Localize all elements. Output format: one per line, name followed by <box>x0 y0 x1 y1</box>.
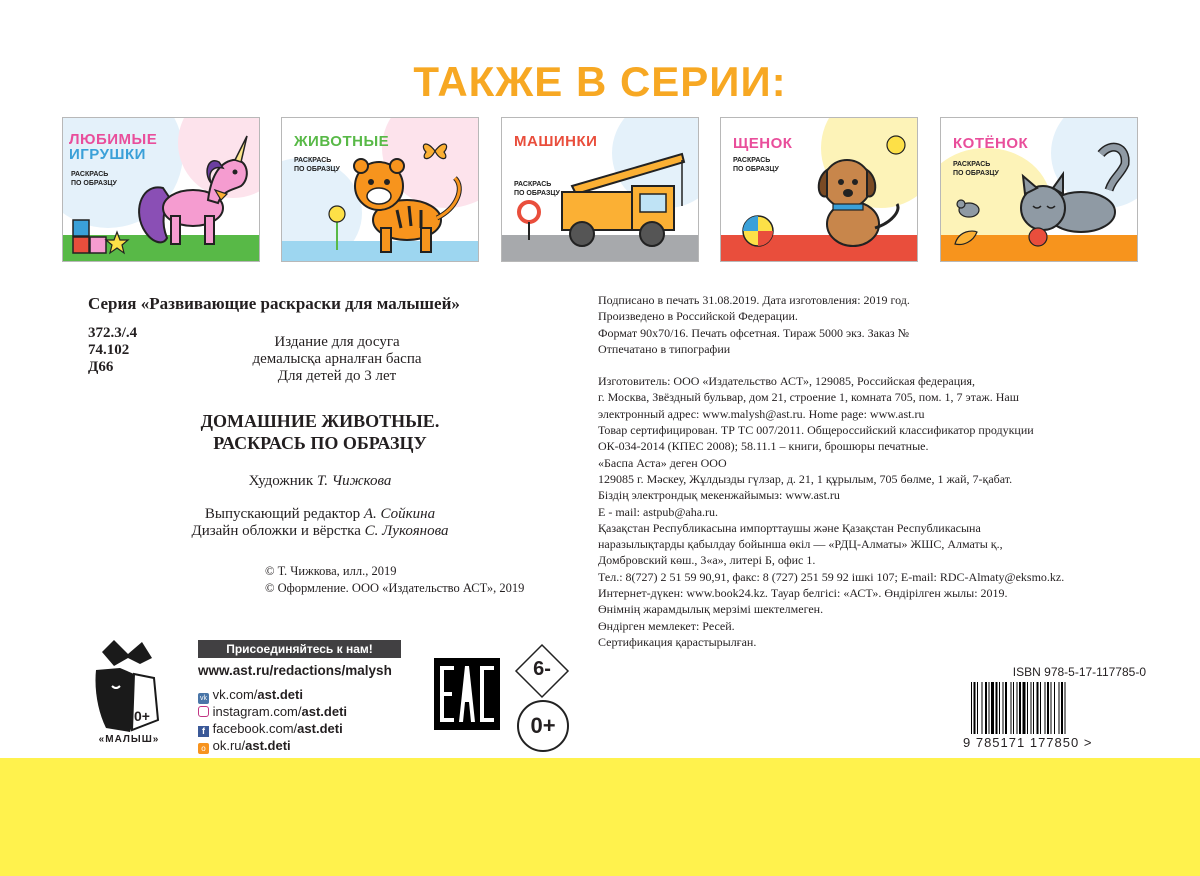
book-subtitle-line2: ПО ОБРАЗЦУ <box>733 166 779 173</box>
book-subtitle-line1: РАСКРАСЬ <box>733 157 771 164</box>
book-card-kitten <box>940 117 1138 262</box>
manufacturer-line: Интернет-дүкен: www.book24.kz. Тауар белгісі: «АСТ». Өндірілген жылы: 2019. <box>598 586 1008 601</box>
barcode-bar <box>1019 682 1021 734</box>
manufacturer-line: E - mail: astpub@aha.ru. <box>598 504 719 519</box>
book-card-toys <box>62 117 260 262</box>
publisher-age-mark: 0+ <box>134 708 150 724</box>
imprint-line: Отпечатано в типографии <box>598 341 731 356</box>
manufacturer-line: 129085 г. Мәскеу, Жұлдызды гүлзар, д. 21, 1 құрылым, 705 бөлме, 1 жай, 7-қабат. <box>598 471 1013 486</box>
design-label: Дизайн обложки и вёрстка <box>191 523 361 539</box>
barcode-bar <box>991 682 994 734</box>
barcode-bar <box>1005 682 1007 734</box>
manufacturer-line: Өнімнің жарамдылық мерзімі шектелмеген. <box>598 602 824 617</box>
library-code: Д66 <box>88 359 114 375</box>
age-mark-6 <box>514 643 570 699</box>
barcode-bar <box>1027 682 1028 734</box>
flower-icon <box>322 200 352 250</box>
social-link-instagram[interactable] <box>198 704 347 721</box>
series-name: Серия «Развивающие раскраски для малышей» <box>88 294 460 313</box>
book-subtitle-line1: РАСКРАСЬ <box>514 181 552 188</box>
barcode-bar <box>974 682 976 734</box>
copyright-line: © Т. Чижкова, илл., 2019 <box>265 564 397 578</box>
barcode-bar <box>982 682 983 734</box>
barcode-bar <box>1047 682 1049 734</box>
barcode-bar <box>1013 682 1014 734</box>
book-subtitle-line1: РАСКРАСЬ <box>71 171 109 178</box>
butterfly-icon <box>420 138 450 164</box>
book-subtitle-line1: РАСКРАСЬ <box>294 157 332 164</box>
manufacturer-line: Домбровский көш., 3«а», литері Б, офис 1. <box>598 553 816 568</box>
library-code: 372.3/.4 <box>88 325 138 341</box>
book-title-line1: ЛЮБИМЫЕ <box>69 131 158 148</box>
link-handle: ast.deti <box>297 721 343 736</box>
isbn-label: ISBN 978-5-17-117785-0 <box>1012 665 1146 679</box>
instagram-icon <box>198 706 209 717</box>
barcode-bar <box>1065 682 1066 734</box>
link-prefix: ok.ru/ <box>212 738 246 753</box>
barcode-bar <box>1040 682 1041 734</box>
manufacturer-line: ОК-034-2014 (КПЕС 2008); 58.11.1 – книги, брошюры печатные. <box>598 439 929 454</box>
edition-info <box>212 334 462 385</box>
tiger-illustration <box>337 148 477 260</box>
book-title-line1: КОТЁНОК <box>953 135 1029 152</box>
barcode <box>969 682 1141 734</box>
link-handle: ast.deti <box>245 738 291 753</box>
facebook-icon: f <box>198 726 209 737</box>
stop-sign-icon <box>516 200 542 240</box>
barcode-bar <box>999 682 1000 734</box>
link-handle: ast.deti <box>301 704 348 719</box>
barcode-block <box>963 665 1149 755</box>
manufacturer-line: «Баспа Аста» деген ООО <box>598 455 727 470</box>
copyright-block <box>265 563 524 597</box>
link-prefix: vk.com/ <box>212 687 258 702</box>
website-link[interactable]: www.ast.ru/redactions/malysh <box>198 663 392 678</box>
barcode-bar <box>1033 682 1034 734</box>
barcode-bar <box>989 682 990 734</box>
editorial-credits <box>140 506 500 540</box>
series-heading: ТАКЖЕ В СЕРИИ: <box>413 58 787 105</box>
imprint-line: Подписано в печать 31.08.2019. Дата изготовления: 2019 год. <box>598 293 910 307</box>
mouse-toy-icon <box>953 198 985 220</box>
manufacturer-line: электронный адрес: www.malysh@ast.ru. Home page: www.ast.ru <box>598 406 925 421</box>
book-title-line1: ЖИВОТНЫЕ <box>294 133 390 150</box>
book-title-line1: ЩЕНОК <box>733 135 793 152</box>
age-mark-0: 0+ <box>517 700 569 752</box>
book-title-line1: ДОМАШНИЕ ЖИВОТНЫЕ. <box>200 411 440 431</box>
barcode-bar <box>996 682 998 734</box>
publisher-logo-text: «МАЛЫШ» <box>98 734 160 745</box>
imprint-block <box>598 292 1188 650</box>
unicorn-illustration <box>123 128 259 261</box>
barcode-bar <box>1054 682 1055 734</box>
copyright-line: © Оформление. ООО «Издательство АСТ», 2019 <box>265 581 525 595</box>
editor-name: А. Сойкина <box>363 506 436 522</box>
social-link-vk[interactable] <box>198 687 347 704</box>
social-link-facebook[interactable] <box>198 721 347 738</box>
leaf-icon <box>953 228 979 246</box>
artist-credit <box>160 473 480 490</box>
manufacturer-line: Сертификация қарастырылған. <box>598 634 757 649</box>
book-subtitle-line1: РАСКРАСЬ <box>953 161 991 168</box>
yarn-ball-icon <box>1027 226 1049 248</box>
publisher-logo-icon <box>84 640 174 736</box>
barcode-digits: 9 785171 177850 > <box>963 735 1093 750</box>
book-card-puppy <box>720 117 918 262</box>
manufacturer-line: Қазақстан Республикасына импорттаушы және Қазақстан Республикасына <box>598 520 981 535</box>
barcode-bar <box>1059 682 1060 734</box>
edition-line: демалысқа арналған баспа <box>252 351 422 367</box>
barcode-bar <box>1051 682 1052 734</box>
edition-line: Для детей до 3 лет <box>277 368 397 384</box>
design-name: С. Лукоянова <box>364 523 449 539</box>
imprint-line: Произведено в Российской Федерации. <box>598 309 798 324</box>
barcode-bar <box>985 682 987 734</box>
imprint-line: Формат 90х70/16. Печать офсетная. Тираж 5000 экз. Заказ № <box>598 325 910 340</box>
library-code: 74.102 <box>88 342 130 358</box>
book-subtitle-line2: ПО ОБРАЗЦУ <box>514 190 560 197</box>
barcode-bar <box>1017 682 1018 734</box>
crane-truck-illustration <box>552 146 698 258</box>
eac-icon <box>434 658 500 730</box>
manufacturer-line: Изготовитель: ООО «Издательство АСТ», 129085, Российская федерация, <box>598 374 976 389</box>
manufacturer-line: Біздің электрондық мекенжайымыз: www.ast.ru <box>598 488 840 503</box>
book-subtitle-line2: ПО ОБРАЗЦУ <box>71 180 117 187</box>
artist-label: Художник <box>248 473 314 489</box>
age-mark-6-text: 6- <box>533 658 551 680</box>
toy-cubes-illustration <box>71 210 131 256</box>
barcode-bar <box>1003 682 1004 734</box>
book-title-line1: МАШИНКИ <box>514 133 598 150</box>
barcode-bar <box>971 682 972 734</box>
library-codes <box>88 325 137 376</box>
barcode-bar <box>1031 682 1032 734</box>
book-title <box>160 410 480 454</box>
manufacturer-line: наразылықтарды қабылдау бойынша өкіл — «РДЦ-Алматы» ЖШС, Алматы қ., <box>598 537 1003 552</box>
manufacturer-line: Тел.: 8(727) 2 51 59 90,91, факс: 8 (727) 251 59 92 ішкі 107; E-mail: RDC-Almaty@eksmo.kz. <box>598 569 1065 584</box>
book-title-line2: РАСКРАСЬ ПО ОБРАЗЦУ <box>213 433 427 453</box>
publisher-logo <box>84 640 174 752</box>
edition-line: Издание для досуга <box>274 334 400 350</box>
kitten-illustration <box>1001 134 1137 246</box>
book-subtitle-line2: ПО ОБРАЗЦУ <box>294 166 340 173</box>
book-card-cars <box>501 117 699 262</box>
odnoklassniki-icon: о <box>198 743 209 754</box>
social-link-ok[interactable] <box>198 738 347 755</box>
barcode-bar <box>977 682 978 734</box>
link-handle: ast.deti <box>257 687 303 702</box>
link-prefix: facebook.com/ <box>212 721 298 736</box>
barcode-bar <box>1037 682 1039 734</box>
book-subtitle-line2: ПО ОБРАЗЦУ <box>953 170 999 177</box>
manufacturer-line: Товар сертифицирован. ТР ТС 007/2011. Общероссийский классификатор продукции <box>598 423 1034 438</box>
sun-icon <box>881 130 911 160</box>
manufacturer-line: г. Москва, Звёздный бульвар, дом 21, строение 1, комната 705, пом. 1, 7 этаж. Наш <box>598 390 1019 405</box>
editor-label: Выпускающий редактор <box>204 506 361 522</box>
barcode-bar <box>1023 682 1026 734</box>
social-links <box>198 687 347 755</box>
bottom-yellow-band <box>0 758 1200 876</box>
barcode-bar <box>1061 682 1063 734</box>
vk-icon: vk <box>200 695 207 702</box>
book-card-animals <box>281 117 479 262</box>
join-us-banner: Присоединяйтесь к нам! <box>198 640 401 658</box>
barcode-bar <box>1011 682 1012 734</box>
manufacturer-line: Өндірген мемлекет: Ресей. <box>598 618 735 633</box>
eac-mark <box>434 658 500 730</box>
book-title-line2: ИГРУШКИ <box>69 146 146 163</box>
artist-name: Т. Чижкова <box>316 473 392 489</box>
ball-icon <box>741 214 775 248</box>
barcode-bar <box>1045 682 1046 734</box>
link-prefix: instagram.com/ <box>212 704 302 719</box>
